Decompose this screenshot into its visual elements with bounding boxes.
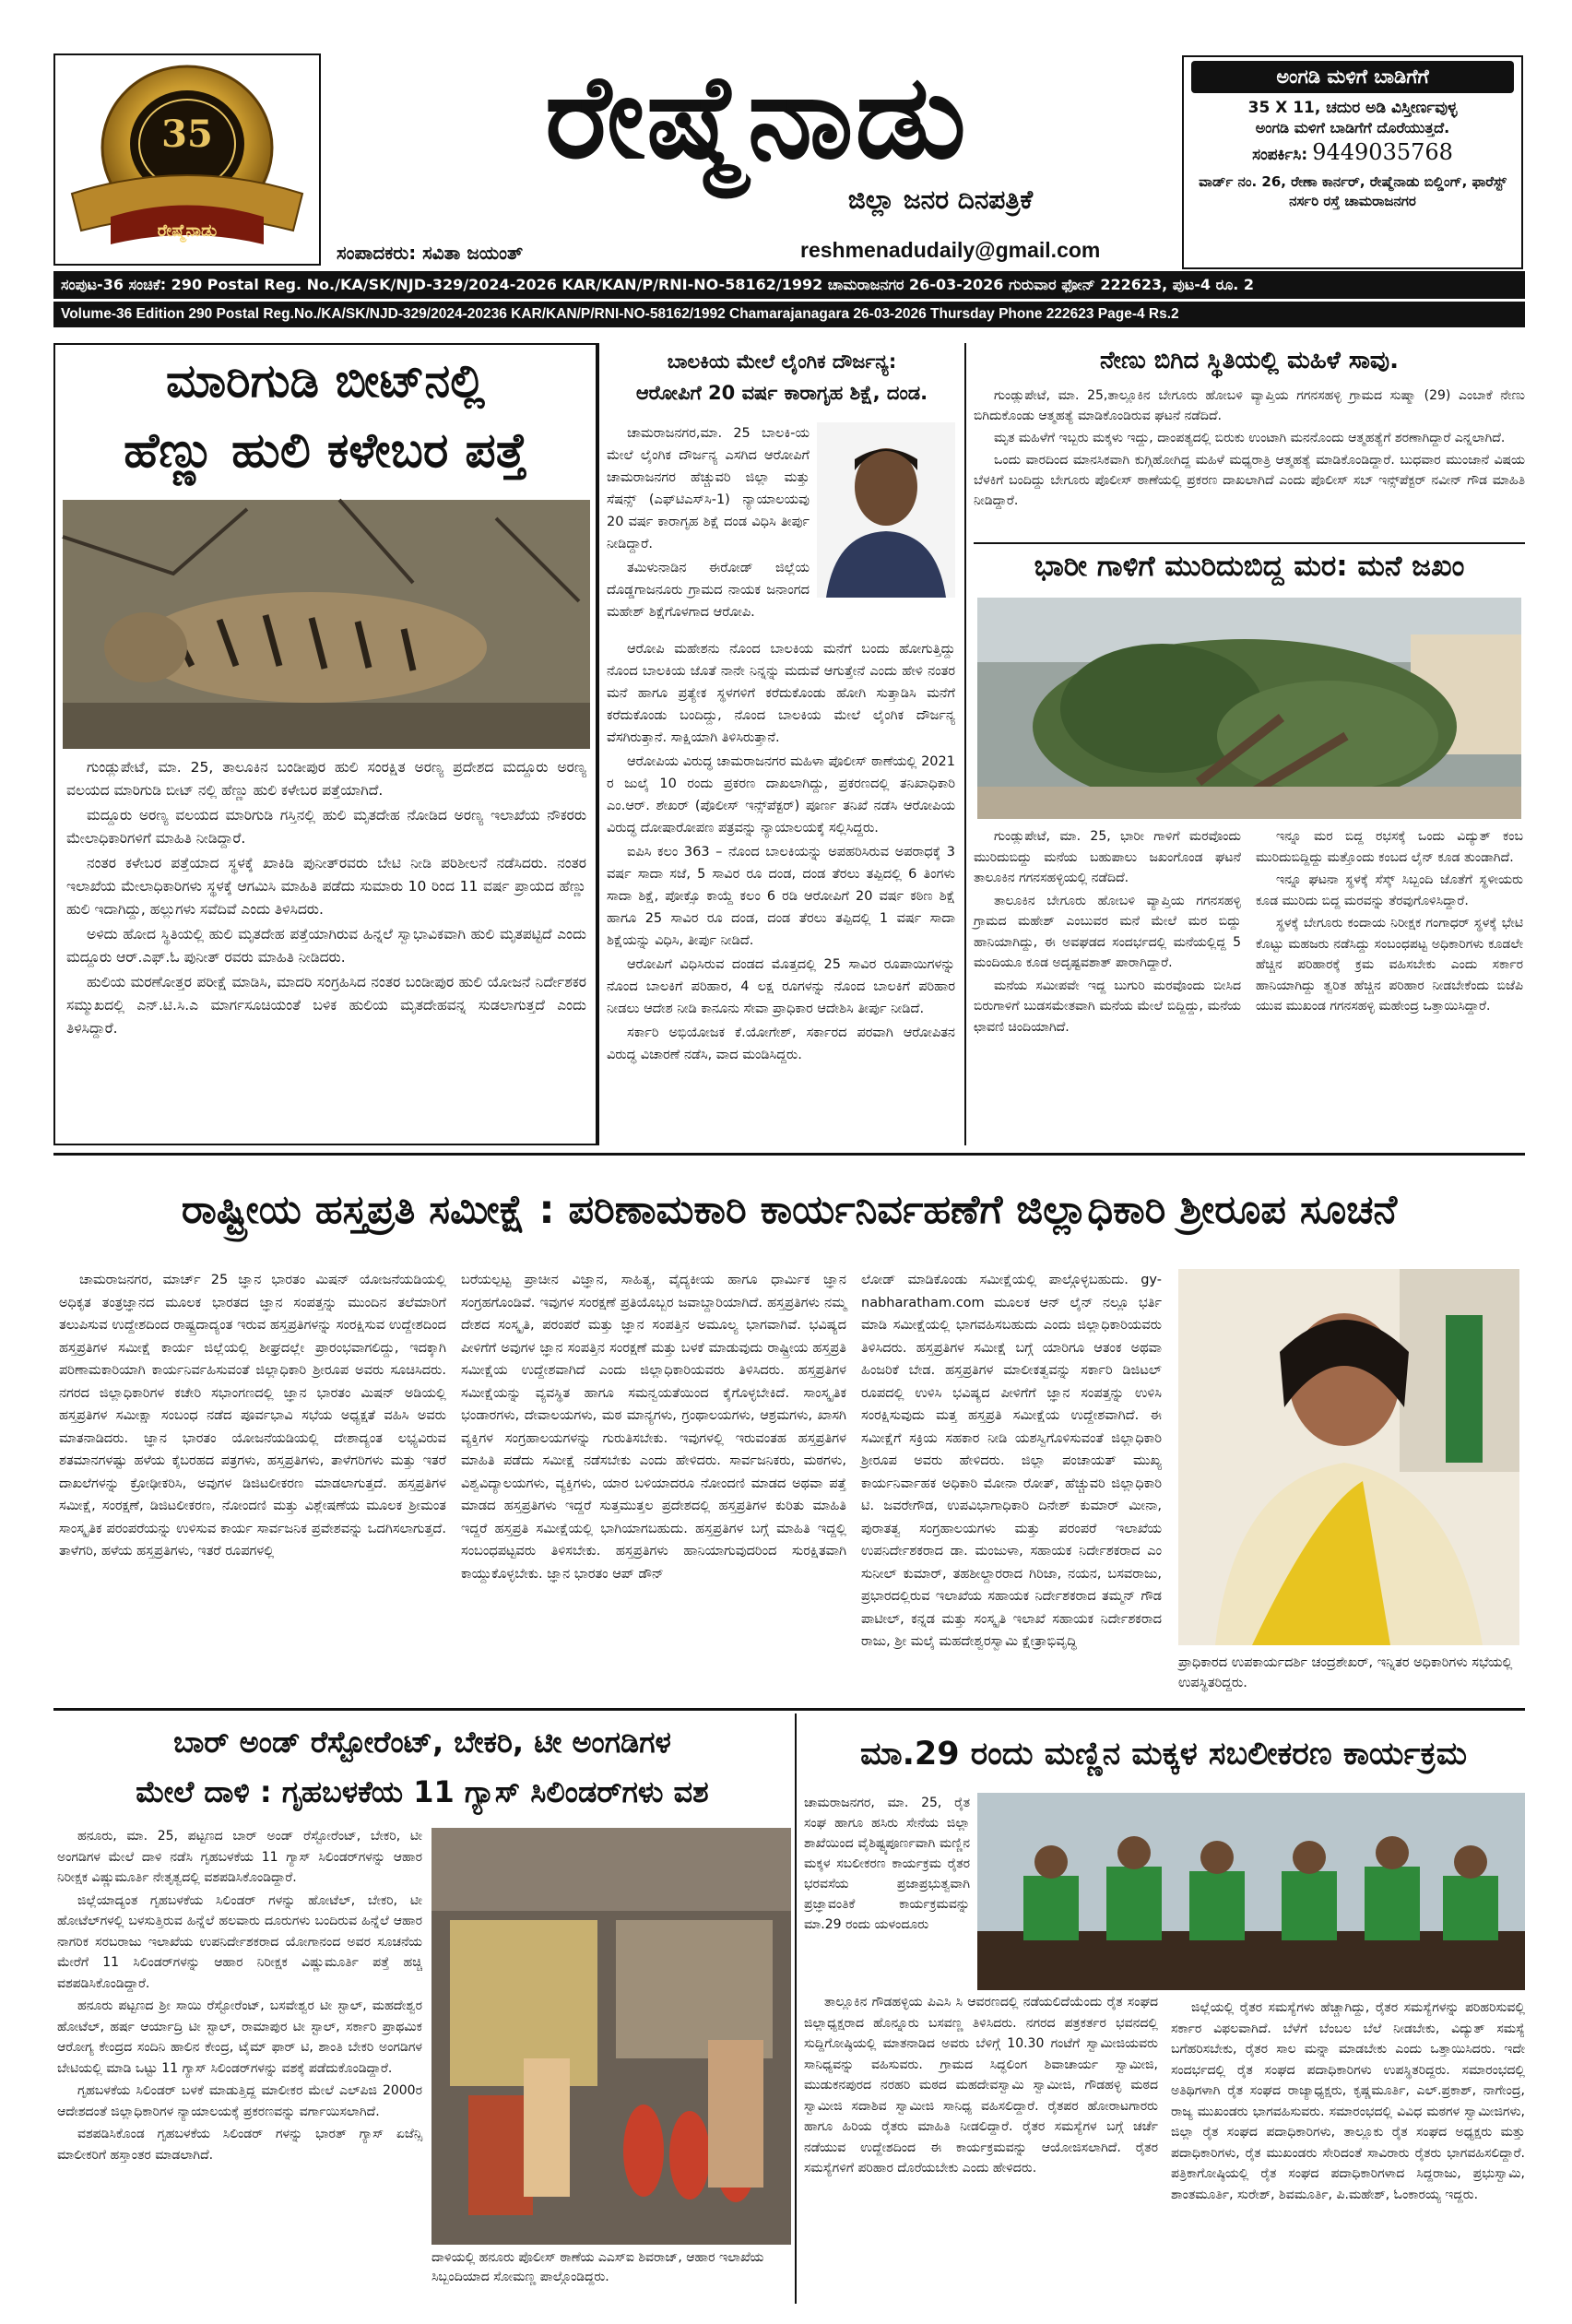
tiger-headline-1: ಮಾರಿಗುಡಿ ಬೀಟ್‌ನಲ್ಲಿ (165, 354, 485, 408)
tiger-para: ಅಳಿದು ಹೋದ ಸ್ಥಿತಿಯಲ್ಲಿ ಹುಲಿ ಮೃತದೇಹ ಪತ್ತೆಯಾಗಿರುವ ಹಿನ್ನಲೆ ಸ್ವಾಭಾವಿಕವಾಗಿ ಹುಲಿ ಮೃತಪಟ್ಟಿದೆ ಎಂದು ಮದ್ದೂರು ಆರ್.ಎಫ್.ಓ ಪುನೀತ್ ರವರು ಮಾಹಿತಿ ನೀಡಿದರು. (66, 926, 586, 966)
district-collector-photo (1178, 1269, 1519, 1645)
assault-para: ಆರೋಪಿಗೆ ವಿಧಿಸಿರುವ ದಂಡದ ಮೊತ್ತದಲ್ಲಿ 25 ಸಾವಿರ ರೂಪಾಯಿಗಳನ್ನು ನೊಂದ ಬಾಲಕಿಗೆ ಪರಿಹಾರ, 4 ಲಕ್ಷ ರೂಗಳನ್ನು ನೊಂದ ಬಾಲಕಿಗೆ ಪರಿಹಾರ ನೀಡಲು ಆದೇಶ ನೀಡಿ ಕಾನೂನು ಸೇವಾ ಪ್ರಾಧಿಕಾರ ಆದೇಶಿಸಿ ತೀರ್ಪು ನೀಡಿದೆ. (607, 957, 955, 1016)
fallen-tree-photo (977, 598, 1521, 819)
tree-story-col1 (974, 826, 1241, 1140)
tiger-para: ಹುಲಿಯ ಮರಣೋತ್ತರ ಪರೀಕ್ಷೆ ಮಾಡಿಸಿ, ಮಾದರಿ ಸಂಗ್ರಹಿಸಿದ ನಂತರ ಬಂಡೀಪುರ ಹುಲಿ ಯೋಜನೆ ನಿರ್ದೇಶಕರ ಸಮ್ಮುಖದಲ್ಲಿ ಎನ್.ಟಿ.ಸಿ.ಎ ಮಾರ್ಗಸೂಚಿಯಂತೆ ಬಳಿಕ ಹುಲಿಯ ಮೃತದೇಹವನ್ನ ಸುಡಲಾಗುತ್ತದೆ ಎಂದು ತಿಳಿಸಿದ್ದಾರೆ. (66, 974, 586, 1037)
assault-headline-1: ಬಾಲಕಿಯ ಮೇಲೆ ಲೈಂಗಿಕ ದೌರ್ಜನ್ಯ: (667, 350, 897, 373)
rental-ad-address: ವಾರ್ಡ್ ನಂ. 26, ರೇಣಾ ಕಾರ್ನರ್, ರೇಷ್ಮೆನಾಡು ಬಿಲ್ಡಿಂಗ್, ಫಾರೆಸ್ಟ್ ನರ್ಸರಿ ರಸ್ತೆ ಚಾಮರಾಜನಗರ (1199, 173, 1507, 209)
horizontal-rule (974, 542, 1525, 544)
emblem-ribbon-text: ರೇಷ್ಮೆನಾಡು (157, 221, 218, 241)
emblem-logo (53, 53, 321, 266)
rental-ad-phone[interactable]: 9449035768 (1312, 139, 1453, 165)
manuscript-para: ಚಾಮರಾಜನಗರ, ಮಾರ್ಚ್ 25 ಜ್ಞಾನ ಭಾರತಂ ಮಿಷನ್ ಯೋಜನೆಯಡಿಯಲ್ಲಿ ಅಧಿಕೃತ ತಂತ್ರಜ್ಞಾನದ ಮೂಲಕ ಭಾರತದ ಜ್ಞಾನ ಸಂಪತ್ತನ್ನು ಮುಂದಿನ ತಲೆಮಾರಿಗೆ ತಲುಪಿಸುವ ಉದ್ದೇಶದಿಂದ ರಾಷ್ಟ್ರದಾದ್ಯಂತ ಇರುವ ಹಸ್ತಪ್ರತಿಗಳನ್ನು ಸಂರಕ್ಷಿಸುವ ಉದ್ದೇಶದಿಂದ ಹಸ್ತಪ್ರತಿಗಳ ಸಮೀಕ್ಷೆ ಕಾರ್ಯ ಜಿಲ್ಲೆಯಲ್ಲಿ ಶೀಘ್ರದಲ್ಲೇ ಪ್ರಾರಂಭವಾಗಲಿದ್ದು, ಇದಕ್ಕಾಗಿ ಪರಿಣಾಮಕಾರಿಯಾಗಿ ಕಾರ್ಯನಿರ್ವಹಿಸುವಂತೆ ಜಿಲ್ಲಾಧಿಕಾರಿ ಶ್ರೀರೂಪ ಅವರು ಸೂಚಿಸಿದರು. ನಗರದ ಜಿಲ್ಲಾಧಿಕಾರಿಗಳ ಕಚೇರಿ ಸಭಾಂಗಣದಲ್ಲಿ ಜ್ಞಾನ ಭಾರತಂ ಮಿಷನ್ ಅಡಿಯಲ್ಲಿ ಹಸ್ತಪ್ರತಿಗಳ ಸಮೀಕ್ಷಾ ಸಂಬಂಧ ನಡೆದ ಪೂರ್ವಭಾವಿ ಸಭೆಯ ಅಧ್ಯಕ್ಷತೆ ವಹಿಸಿ ಅವರು ಮಾತನಾಡಿದರು. ಜ್ಞಾನ ಭಾರತಂ ಯೋಜನೆಯಡಿಯಲ್ಲಿ ದೇಶಾದ್ಯಂತ ಲಭ್ಯವಿರುವ ಶತಮಾನಗಳಷ್ಟು ಹಳೆಯ ಕೈಬರಹದ ಪತ್ರಗಳು, ಹಸ್ತಪ್ರತಿಗಳು, ತಾಳೆಗರಿಗಳು ಮತ್ತು ಇತರೆ ದಾಖಲೆಗಳನ್ನು ಕ್ರೋಢೀಕರಿಸಿ, ಅವುಗಳ ಡಿಜಿಟಲೀಕರಣ ಮಾಡಲಾಗುತ್ತದೆ. ಹಸ್ತಪ್ರತಿಗಳ ಸಮೀಕ್ಷೆ, ಸಂರಕ್ಷಣೆ, ಡಿಜಿಟಲೀಕರಣ, ನೋಂದಣಿ ಮತ್ತು ವಿಶ್ಲೇಷಣೆಯ ಮೂಲಕ ಶ್ರೀಮಂತ ಸಾಂಸ್ಕೃತಿಕ ಪರಂಪರೆಯನ್ನು ಉಳಿಸುವ ಕಾರ್ಯ ಸಾರ್ವಜನಿಕ ಪ್ರವೇಶವನ್ನು ಒದಗಿಸಲಾಗುತ್ತದೆ. ತಾಳೆಗರಿ, ಹಳೆಯ ಹಸ್ತಪ್ರತಿಗಳು, ಇತರೆ ರೂಪಗಳಲ್ಲಿ (59, 1273, 446, 1559)
gas-para: ವಶಪಡಿಸಿಕೊಂಡ ಗೃಹಬಳಕೆಯ ಸಿಲಿಂಡರ್ ಗಳನ್ನು ಭಾರತ್ ಗ್ಯಾಸ್ ಏಜೆನ್ಸಿ ಮಾಲೀಕರಿಗೆ ಹಸ್ತಾಂತರ ಮಾಡಲಾಗಿದೆ. (57, 2127, 422, 2163)
farmers-meeting-photo (977, 1793, 1525, 1990)
soil-para: ತಾಲ್ಲೂಕಿನ ಗೌಡಹಳ್ಳಿಯ ಪಿಎಸಿ ಸಿ ಆವರಣದಲ್ಲಿ ನಡೆಯಲಿದೆಯೆಂದು ರೈತ ಸಂಘದ ಜಿಲ್ಲಾಧ್ಯಕ್ಷರಾದ ಹೊನ್ನೂರು ಬಸವಣ್ಣ ತಿಳಿಸಿದರು. ನಗರದ ಪತ್ರಕರ್ತರ ಭವನದಲ್ಲಿ ಸುದ್ದಿಗೋಷ್ಠಿಯಲ್ಲಿ ಮಾತನಾಡಿದ ಅವರು ಬೆಳಿಗ್ಗೆ 10.30 ಗಂಟೆಗೆ ಸ್ವಾಮೀಜಿಯವರು ಸಾನಿಧ್ಯವನ್ನು ವಹಿಸುವರು. ಗ್ರಾಮದ ಸಿದ್ಧಲಿಂಗ ಶಿವಾಚಾರ್ಯ ಸ್ವಾಮೀಜಿ, ಮುಡುಕನಪುರದ ನರಹರಿ ಮಠದ ಮಹದೇವಸ್ವಾಮಿ ಸ್ವಾಮೀಜಿ, ಗೌಡಹಳ್ಳಿ ಮಠದ ಸ್ವಾಮೀಜಿ ಸದಾಶಿವ ಸ್ವಾಮೀಜಿ ಸಾನಿಧ್ಯ ವಹಿಸಲಿದ್ದಾರೆ. ರೈತಪರ ಹೋರಾಟಗಾರರು ಹಾಗೂ ಹಿರಿಯ ರೈತರು ಮಾಹಿತಿ ನೀಡಲಿದ್ದಾರೆ. ರೈತರ ಸಮಸ್ಯೆಗಳ ಬಗ್ಗೆ ಚರ್ಚೆ ನಡೆಯುವ ಉದ್ದೇಶದಿಂದ ಈ ಕಾರ್ಯಕ್ರಮವನ್ನು ಆಯೋಜಿಸಲಾಗಿದೆ. ರೈತರ ಸಮಸ್ಯೆಗಳಿಗೆ ಪರಿಹಾರ ದೊರೆಯಬೇಕು ಎಂದು ಹೇಳಿದರು. (804, 1995, 1158, 2176)
soil-col1 (804, 1992, 1158, 2306)
dateline-kannada (53, 271, 1525, 299)
tree-para: ಇನ್ನೂ ಮರ ಬಿದ್ದ ರಭಸಕ್ಕೆ ಒಂದು ವಿದ್ಯುತ್ ಕಂಬ ಮುರಿದುಬಿದ್ದಿದ್ದು ಮತ್ತೊಂದು ಕಂಬದ ಲೈನ್ ಕೂಡ ತುಂಡಾಗಿದೆ. (1256, 829, 1523, 865)
tiger-para: ಗುಂಡ್ಲುಪೇಟೆ, ಮಾ. 25, ತಾಲೂಕಿನ ಬಂಡೀಪುರ ಹುಲಿ ಸಂರಕ್ಷಿತ ಅರಣ್ಯ ಪ್ರದೇಶದ ಮದ್ದೂರು ಅರಣ್ಯ ವಲಯದ ಮಾರಿಗುಡಿ ಬೀಟ್ ನಲ್ಲಿ ಹೆಣ್ಣು ಹುಲಿ ಕಳೇಬರ ಪತ್ತೆಯಾಗಿದೆ. (66, 759, 586, 799)
death-para: ಒಂದು ವಾರದಿಂದ ಮಾನಸಿಕವಾಗಿ ಕುಗ್ಗಿಹೋಗಿದ್ದ ಮಹಿಳೆ ಮಧ್ಯರಾತ್ರಿ ಆತ್ಮಹತ್ಯೆ ಮಾಡಿಕೊಂಡಿದ್ದಾರೆ. ಬುಧವಾರ ಮುಂಜಾನೆ ವಿಷಯ ಬೆಳಕಿಗೆ ಬಂದಿದ್ದು ಬೇಗೂರು ಪೊಲೀಸ್ ಠಾಣೆಯಲ್ಲಿ ಪ್ರಕರಣ ದಾಖಲಾಗಿದೆ ಎಂದು ಪೊಲೀಸ್ ಸಬ್ ಇನ್ಸ್‌ಪೆಕ್ಟರ್ ನವೀನ್ ಗೌಡ ಮಾಹಿತಿ ನೀಡಿದ್ದಾರೆ. (974, 453, 1525, 508)
column-divider (597, 343, 599, 1145)
dateline-english (53, 302, 1525, 327)
column-divider (795, 1713, 797, 2304)
assault-story-body (607, 638, 955, 1136)
gas-para: ಜಿಲ್ಲೆಯಾದ್ಯಂತ ಗೃಹಬಳಕೆಯ ಸಿಲಿಂಡರ್ ಗಳನ್ನು ಹೋಟೆಲ್, ಬೇಕರಿ, ಟೀ ಹೋಟೆಲ್‌ಗಳಲ್ಲಿ ಬಳಸುತ್ತಿರುವ ಹಿನ್ನೆಲೆ ಹಲವಾರು ದೂರುಗಳು ಬಂದಿರುವ ಹಿನ್ನೆಲೆ ಆಹಾರ ನಾಗರಿಕ ಸರಬರಾಜು ಇಲಾಖೆಯ ಉಪನಿರ್ದೇಶಕರಾದ ಯೋಗಾನಂದ ಅವರ ಸೂಚನೆಯ ಮೇರೆಗೆ 11 ಸಿಲಿಂಡರ್‌ಗಳನ್ನು ಆಹಾರ ನಿರೀಕ್ಷಕ ವಿಷ್ಣುಮೂರ್ತಿ ಪತ್ತೆ ಹಚ್ಚಿ ವಶಪಡಿಸಿಕೊಂಡಿದ್ದಾರೆ. (57, 1892, 422, 1991)
tiger-para: ನಂತರ ಕಳೇಬರ ಪತ್ತೆಯಾದ ಸ್ಥಳಕ್ಕೆ ಖಾಕಿಡಿ ಪುನೀತ್‌ರವರು ಬೇಟಿ ನೀಡಿ ಪರಿಶೀಲನೆ ನಡೆಸಿದರು. ನಂತರ ಇಲಾಖೆಯ ಮೇಲಾಧಿಕಾರಿಗಳು ಸ್ಥಳಕ್ಕೆ ಆಗಮಿಸಿ ಮಾಹಿತಿ ಪಡೆದು ಸುಮಾರು 10 ರಿಂದ 11 ವರ್ಷ ಪ್ರಾಯದ ಹೆಣ್ಣು ಹುಲಿ ಇದಾಗಿದ್ದು, ಹಲ್ಲುಗಳು ಸವೆದಿವೆ ಎಂದು ತಿಳಿಸಿದರು. (66, 855, 586, 918)
tree-headline: ಭಾರೀ ಗಾಳಿಗೆ ಮುರಿದುಬಿದ್ದ ಮರ: ಮನೆ ಜಖಂ (1034, 550, 1465, 583)
horizontal-rule (53, 1708, 1525, 1711)
tiger-photo-art (63, 500, 590, 749)
assault-para: ಸರ್ಕಾರಿ ಅಭಿಯೋಜಕ ಕೆ.ಯೋಗೇಶ್, ಸರ್ಕಾರದ ಪರವಾಗಿ ಆರೋಪಿತನ ವಿರುದ್ಧ ವಿಚಾರಣೆ ನಡೆಸಿ, ವಾದ ಮಂಡಿಸಿದ್ದರು. (607, 1026, 955, 1062)
tree-para: ಮನೆಯ ಸಮೀಪವೇ ಇದ್ದ ಬುಗುರಿ ಮರವೊಂದು ಬೀಸಿದ ಬಿರುಗಾಳಿಗೆ ಬುಡಸಮೇತವಾಗಿ ಮನೆಯ ಮೇಲೆ ಬಿದ್ದಿದ್ದು, ಮನೆಯ ಛಾವಣಿ ಚಿಂದಿಯಾಗಿದೆ. (974, 978, 1241, 1035)
death-story-body (974, 385, 1525, 539)
death-para: ಗುಂಡ್ಲುಪೇಟೆ, ಮಾ. 25,ತಾಲ್ಲೂಕಿನ ಬೇಗೂರು ಹೋಬಳಿ ವ್ಯಾಪ್ತಿಯ ಗಗನಸಹಳ್ಳಿ ಗ್ರಾಮದ ಸುಷ್ಮಾ (29) ಎಂಬಾಕೆ ನೇಣು ಬಿಗಿದುಕೊಂಡು ಆತ್ಮಹತ್ಯೆ ಮಾಡಿಕೊಂಡಿರುವ ಘಟನೆ ನಡೆದಿದೆ. (974, 388, 1525, 423)
dateline-kannada-text: ಸಂಪುಟ-36 ಸಂಚಿಕೆ: 290 Postal Reg. No./KA/SK/NJD-329/2024-2026 KAR/KAN/P/RNI-NO-58162/1992 ಚಾಮರಾಜನಗರ 26-03-2026 ಗುರುವಾರ ಫೋನ್ 222623, ಪುಟ-4 ರೂ. 2 (61, 276, 1255, 293)
soil-para: ಜಿಲ್ಲೆಯಲ್ಲಿ ರೈತರ ಸಮಸ್ಯೆಗಳು ಹೆಚ್ಚಾಗಿದ್ದು, ರೈತರ ಸಮಸ್ಯೆಗಳನ್ನು ಪರಿಹರಿಸುವಲ್ಲಿ ಸರ್ಕಾರ ವಿಫಲವಾಗಿದೆ. ಬೆಳೆಗೆ ಬೆಂಬಲ ಬೆಲೆ ನೀಡಬೇಕು, ವಿದ್ಯುತ್ ಸಮಸ್ಯೆ ಬಗೆಹರಿಸಬೇಕು, ರೈತರ ಸಾಲ ಮನ್ನಾ ಮಾಡಬೇಕು ಎಂದು ಒತ್ತಾಯಿಸಿದರು. ಇದೇ ಸಂದರ್ಭದಲ್ಲಿ ರೈತ ಸಂಘದ ಪದಾಧಿಕಾರಿಗಳು ಉಪಸ್ಥಿತರಿದ್ದರು. ಸಮಾರಂಭದಲ್ಲಿ ಅತಿಥಿಗಳಾಗಿ ರೈತ ಸಂಘದ ರಾಜ್ಯಾಧ್ಯಕ್ಷರು, ಕೃಷ್ಣಮೂರ್ತಿ, ಎಲ್.ಪ್ರಕಾಶ್, ನಾಗೇಂದ್ರ, ರಾಜ್ಯ ಮುಖಂಡರು ಭಾಗವಹಿಸುವರು. ಸಮಾರಂಭದಲ್ಲಿ ವಿವಿಧ ಮಠಗಳ ಸ್ವಾಮೀಜಿಗಳು, ಜಿಲ್ಲಾ ರೈತ ಸಂಘದ ಪದಾಧಿಕಾರಿಗಳು, ತಾಲ್ಲೂಕು ರೈತ ಸಂಘದ ಅಧ್ಯಕ್ಷರು ಮತ್ತು ಪದಾಧಿಕಾರಿಗಳು, ರೈತ ಮುಖಂಡರು ಸೇರಿದಂತೆ ಸಾವಿರಾರು ರೈತರು ಭಾಗವಹಿಸಲಿದ್ದಾರೆ. ಪತ್ರಿಕಾಗೋಷ್ಠಿಯಲ್ಲಿ ರೈತ ಸಂಘದ ಪದಾಧಿಕಾರಿಗಳಾದ ಸಿದ್ದರಾಜು, ಪ್ರಭುಸ್ವಾಮಿ, ಶಾಂತಮೂರ್ತಿ, ಸುರೇಶ್, ಶಿವಮೂರ್ತಿ, ಪಿ.ಮಹೇಶ್, ಓಂಕಾರಯ್ಯ ಇದ್ದರು. (1171, 2000, 1525, 2202)
death-story (974, 343, 1525, 541)
farmers-photo-art (977, 1793, 1525, 1990)
death-headline: ನೇಣು ಬಿಗಿದ ಸ್ಥಿತಿಯಲ್ಲಿ ಮಹಿಳೆ ಸಾವು. (1100, 347, 1399, 374)
horizontal-rule (53, 1153, 1525, 1156)
masthead-email[interactable]: reshmenadudaily@gmail.com (800, 238, 1101, 262)
assault-para: ಆರೋಪಿ ಮಹೇಶನು ನೊಂದ ಬಾಲಕಿಯ ಮನೆಗೆ ಬಂದು ಹೋಗುತ್ತಿದ್ದು ನೊಂದ ಬಾಲಕಿಯ ಜೊತೆ ನಾನೇ ನಿನ್ನನ್ನು ಮದುವೆ ಆಗುತ್ತೇನೆ ಎಂದು ಹೇಳಿ ನಂತರ ಮನೆ ಹಾಗೂ ಪ್ರತ್ಯೇಕ ಸ್ಥಳಗಳಿಗೆ ಕರೆದುಕೊಂಡು ಹೋಗಿ ಸುತ್ತಾಡಿಸಿ ಮನೆಗೆ ಕರೆದುಕೊಂಡು ಬಂದಿದ್ದು, ನೊಂದ ಬಾಲಕಿಯ ಮೇಲೆ ಲೈಂಗಿಕ ದೌರ್ಜನ್ಯ ವೆಸಗಿರುತ್ತಾನೆ. ಸಾಕ್ಷಿಯಾಗಿ ತಿಳಿಸಿರುತ್ತಾನೆ. (607, 642, 955, 745)
rental-ad-line1: 35 X 11, ಚದುರ ಅಡಿ ವಿಸ್ತೀರ್ಣವುಳ್ಳ (1247, 99, 1458, 117)
manuscript-para: ಬರೆಯಲ್ಪಟ್ಟ ಪ್ರಾಚೀನ ವಿಜ್ಞಾನ, ಸಾಹಿತ್ಯ, ವೈದ್ಯಕೀಯ ಹಾಗೂ ಧಾರ್ಮಿಕ ಜ್ಞಾನ ಸಂಗ್ರಹಗೊಂಡಿವೆ. ಇವುಗಳ ಸಂರಕ್ಷಣೆ ಪ್ರತಿಯೊಬ್ಬರ ಜವಾಬ್ದಾರಿಯಾಗಿದೆ. ಹಸ್ತಪ್ರತಿಗಳು ನಮ್ಮ ದೇಶದ ಸಂಸ್ಕೃತಿ, ಪರಂಪರೆ ಮತ್ತು ಜ್ಞಾನ ಸಂಪತ್ತಿನ ಅಮೂಲ್ಯ ಭಾಗವಾಗಿವೆ. ಭವಿಷ್ಯದ ಪೀಳಿಗೆಗೆ ಅವುಗಳ ಜ್ಞಾನ ಸಂಪತ್ತಿನ ಸಂರಕ್ಷಣೆ ಮತ್ತು ಬಳಕೆ ಮಾಡುವುದು ರಾಷ್ಟ್ರೀಯ ಹಸ್ತಪ್ರತಿ ಸಮೀಕ್ಷೆಯ ಉದ್ದೇಶವಾಗಿದೆ ಎಂದು ಜಿಲ್ಲಾಧಿಕಾರಿಯವರು ತಿಳಿಸಿದರು. ಹಸ್ತಪ್ರತಿಗಳ ಸಮೀಕ್ಷೆಯನ್ನು ವ್ಯವಸ್ಥಿತ ಹಾಗೂ ಸಮನ್ವಯತೆಯಿಂದ ಕೈಗೊಳ್ಳಬೇಕಿದೆ. ಸಾಂಸ್ಕೃತಿಕ ಭಂಡಾರಗಳು, ದೇವಾಲಯಗಳು, ಮಠ ಮಾನ್ಯಗಳು, ಗ್ರಂಥಾಲಯಗಳು, ಆಶ್ರಮಗಳು, ಖಾಸಗಿ ವ್ಯಕ್ತಿಗಳ ಸಂಗ್ರಹಾಲಯಗಳನ್ನು ಗುರುತಿಸಬೇಕು. ಇವುಗಳಲ್ಲಿ ಇರುವಂತಹ ಹಸ್ತಪ್ರತಿಗಳ ಮಾಹಿತಿ ಪಡೆದು ಸಮೀಕ್ಷೆ ನಡೆಸಬೇಕು ಎಂದು ಹೇಳಿದರು. ಸಾರ್ವಜನಿಕರು, ಮಠಗಳು, ವಿಶ್ವವಿದ್ಯಾಲಯಗಳು, ವ್ಯಕ್ತಿಗಳು, ಯಾರ ಬಳಿಯಾದರೂ ನೋಂದಣಿ ಮಾಡದ ಅಥವಾ ಪತ್ತೆ ಮಾಡದ ಹಸ್ತಪ್ರತಿಗಳು ಇದ್ದರೆ ಸುತ್ತಮುತ್ತಲ ಪ್ರದೇಶದಲ್ಲಿ ಹಸ್ತಪ್ರತಿಗಳ ಕುರಿತು ಮಾಹಿತಿ ಇದ್ದರೆ ಹಸ್ತಪ್ರತಿ ಸಮೀಕ್ಷೆಯಲ್ಲಿ ಭಾಗಿಯಾಗಬಹುದು. ಹಸ್ತಪ್ರತಿಗಳ ಬಗ್ಗೆ ಮಾಹಿತಿ ಇದ್ದಲ್ಲಿ ಸಂಬಂಧಪಟ್ಟವರು ತಿಳಿಸಬೇಕು. ಹಸ್ತಪ್ರತಿಗಳು ಹಾನಿಯಾಗುವುದರಿಂದ ಸುರಕ್ಷಿತವಾಗಿ ಕಾಯ್ದುಕೊಳ್ಳಬೇಕು. ಜ್ಞಾನ ಭಾರತಂ ಆಪ್ ಡೌನ್ (461, 1273, 846, 1582)
assault-para: ಚಾಮರಾಜನಗರ,ಮಾ. 25 ಬಾಲಕಿ-ಯ ಮೇಲೆ ಲೈಂಗಿಕ ದೌರ್ಜನ್ಯ ಎಸಗಿದ ಆರೋಪಿಗೆ ಚಾಮರಾಜನಗರ ಹೆಚ್ಚುವರಿ ಜಿಲ್ಲಾ ಮತ್ತು ಸೆಷನ್ಸ್ (ಎಫ್‌ಟಿಎಸ್‌ಸಿ-1) ನ್ಯಾಯಾಲಯವು 20 ವರ್ಷ ಕಾರಾಗೃಹ ಶಿಕ್ಷೆ ದಂಡ ವಿಧಿಸಿ ತೀರ್ಪು ನೀಡಿದ್ದಾರೆ. (607, 426, 810, 551)
manuscript-para: ಲೋಡ್ ಮಾಡಿಕೊಂಡು ಸಮೀಕ್ಷೆಯಲ್ಲಿ ಪಾಲ್ಗೊಳ್ಳಬಹುದು. gy-nabharatham.com ಮೂಲಕ ಆನ್ ಲೈನ್ ನಲ್ಲೂ ಭರ್ತಿ ಮಾಡಿ ಸಮೀಕ್ಷೆಯಲ್ಲಿ ಭಾಗವಹಿಸಬಹುದು ಎಂದು ಜಿಲ್ಲಾಧಿಕಾರಿಯವರು ತಿಳಿಸಿದರು. ಹಸ್ತಪ್ರತಿಗಳ ಸಮೀಕ್ಷೆ ಬಗ್ಗೆ ಯಾರಿಗೂ ಆತಂಕ ಅಥವಾ ಹಿಂಜರಿಕೆ ಬೇಡ. ಹಸ್ತಪ್ರತಿಗಳ ಮಾಲೀಕತ್ವವನ್ನು ಸರ್ಕಾರಿ ಡಿಜಿಟಲ್ ರೂಪದಲ್ಲಿ ಉಳಿಸಿ ಭವಿಷ್ಯದ ಪೀಳಿಗೆಗೆ ಜ್ಞಾನ ಸಂಪತ್ತನ್ನು ಉಳಿಸಿ ಸಂರಕ್ಷಿಸುವುದು ಮತ್ತ ಹಸ್ತಪ್ರತಿ ಸಮೀಕ್ಷೆಯ ಉದ್ದೇಶವಾಗಿದೆ. ಈ ಸಮೀಕ್ಷೆಗೆ ಸಕ್ರಿಯ ಸಹಕಾರ ನೀಡಿ ಯಶಸ್ವಿಗೊಳಿಸುವಂತೆ ಜಿಲ್ಲಾಧಿಕಾರಿ ಶ್ರೀರೂಪ ಅವರು ಹೇಳಿದರು. ಜಿಲ್ಲಾ ಪಂಚಾಯತ್ ಮುಖ್ಯ ಕಾರ್ಯನಿರ್ವಾಹಕ ಅಧಿಕಾರಿ ಮೋನಾ ರೋತ್, ಹೆಚ್ಚುವರಿ ಜಿಲ್ಲಾಧಿಕಾರಿ ಟಿ. ಜವರೇಗೌಡ, ಉಪವಿಭಾಗಾಧಿಕಾರಿ ದಿನೇಶ್ ಕುಮಾರ್ ಮೀನಾ, ಪುರಾತತ್ವ ಸಂಗ್ರಹಾಲಯಗಳು ಮತ್ತು ಪರಂಪರೆ ಇಲಾಖೆಯ ಉಪನಿರ್ದೇಶಕರಾದ ಡಾ. ಮಂಜುಳಾ, ಸಹಾಯಕ ನಿರ್ದೇಶಕರಾದ ಎಂ ಸುನೀಲ್ ಕುಮಾರ್, ತಹಶೀಲ್ದಾರರಾದ ಗಿರಿಜಾ, ನಯನ, ಬಸವರಾಜು, ಪ್ರಭಾರದಲ್ಲಿರುವ ಇಲಾಖೆಯ ಸಹಾಯಕ ನಿರ್ದೇಶಕರಾದ ತಮ್ಮನ್ ಗೌಡ ಪಾಟೀಲ್, ಕನ್ನಡ ಮತ್ತು ಸಂಸ್ಕೃತಿ ಇಲಾಖೆ ಸಹಾಯಕ ನಿರ್ದೇಶಕರಾದ ರಾಜು, ಶ್ರೀ ಮಲೈ ಮಹದೇಶ್ವರಸ್ವಾಮಿ ಕ್ಷೇತ್ರಾಭಿವೃದ್ಧಿ (861, 1273, 1162, 1649)
tree-para: ಇನ್ನೂ ಘಟನಾ ಸ್ಥಳಕ್ಕೆ ಸೆಸ್ಕ್ ಸಿಬ್ಬಂದಿ ಜೊತೆಗೆ ಸ್ಥಳೀಯರು ಕೂಡ ಮುರಿದು ಬಿದ್ದ ಮರವನ್ನು ತೆರವುಗೊಳಿಸಿದ್ದಾರೆ. (1256, 872, 1523, 908)
tree-para: ಗುಂಡ್ಲುಪೇಟೆ, ಮಾ. 25, ಭಾರೀ ಗಾಳಿಗೆ ಮರವೊಂದು ಮುರಿದುಬಿದ್ದು ಮನೆಯ ಬಹುಪಾಲು ಜಖಂಗೊಂಡ ಘಟನೆ ತಾಲೂಕಿನ ಗಗನಸಹಳ್ಳಿಯಲ್ಲಿ ನಡೆದಿದೆ. (974, 829, 1241, 885)
tree-para: ತಾಲೂಕಿನ ಬೇಗೂರು ಹೋಬಳಿ ವ್ಯಾಪ್ತಿಯ ಗಗನಸಹಳ್ಳಿ ಗ್ರಾಮದ ಮಹೇಶ್ ಎಂಬುವರ ಮನೆ ಮೇಲೆ ಮರ ಬಿದ್ದು ಹಾನಿಯಾಗಿದ್ದು, ಈ ಅವಘಡದ ಸಂದರ್ಭದಲ್ಲಿ ಮನೆಯಲ್ಲಿದ್ದ 5 ಮಂದಿಯೂ ಕೂಡ ಅದೃಷ್ಟವಶಾತ್ ಪಾರಾಗಿದ್ದಾರೆ. (974, 893, 1241, 970)
tiger-para: ಮದ್ದೂರು ಅರಣ್ಯ ವಲಯದ ಮಾರಿಗುಡಿ ಗಸ್ತಿನಲ್ಲಿ ಹುಲಿ ಮೃತದೇಹ ನೋಡಿದ ಅರಣ್ಯ ಇಲಾಖೆಯ ನೌಕರರು ಮೇಲಾಧಿಕಾರಿಗಳಿಗೆ ಮಾಹಿತಿ ನೀಡಿದ್ದಾರೆ. (66, 807, 586, 847)
assault-para: ಆರೋಪಿಯ ವಿರುದ್ಧ ಚಾಮರಾಜನಗರ ಮಹಿಳಾ ಪೊಲೀಸ್ ಠಾಣೆಯಲ್ಲಿ 2021 ರ ಜುಲೈ 10 ರಂದು ಪ್ರಕರಣ ದಾಖಲಾಗಿದ್ದು, ಪ್ರಕರಣದಲ್ಲಿ ತನಿಖಾಧಿಕಾರಿ ಎಂ.ಆರ್. ಶೇಖರ್ (ಪೊಲೀಸ್ ಇನ್ಸ್‌ಪೆಕ್ಟರ್) ಪೂರ್ಣ ತನಿಖೆ ನಡೆಸಿ ಆರೋಪಿಯ ವಿರುದ್ಧ ದೋಷಾರೋಪಣ ಪತ್ರವನ್ನು ನ್ಯಾಯಾಲಯಕ್ಕೆ ಸಲ್ಲಿಸಿದ್ದರು. (607, 754, 955, 836)
gas-para: ಗೃಹಬಳಕೆಯ ಸಿಲಿಂಡರ್ ಬಳಕೆ ಮಾಡುತ್ತಿದ್ದ ಮಾಲೀಕರ ಮೇಲೆ ಎಲ್‌ಪಿಜಿ 2000ರ ಆದೇಶದಂತೆ ಜಿಲ್ಲಾಧಿಕಾರಿಗಳ ನ್ಯಾಯಾಲಯಕ್ಕೆ ಪ್ರಕರಣವನ್ನು ವರ್ಗಾಯಿಸಲಾಗಿದೆ. (57, 2083, 422, 2119)
collector-photo-art (1178, 1269, 1519, 1645)
gas-photo-art (431, 1828, 791, 2245)
dateline-english-text: Volume-36 Edition 290 Postal Reg.No./KA/SK/NJD-329/2024-20236 KAR/KAN/P/RNI-NO-58162/1992 Chamarajanagara 26-03-2026 Thursday Phone 222623 Page-4 Rs.2 (61, 306, 1179, 322)
tree-photo-art (977, 598, 1521, 819)
gas-para: ಹನೂರು, ಮಾ. 25, ಪಟ್ಟಣದ ಬಾರ್ ಅಂಡ್ ರೆಸ್ಟೋರೆಂಟ್, ಬೇಕರಿ, ಟೀ ಅಂಗಡಿಗಳ ಮೇಲೆ ದಾಳಿ ನಡೆಸಿ ಗೃಹಬಳಕೆಯ 11 ಗ್ಯಾಸ್ ಸಿಲಿಂಡರ್‌ಗಳನ್ನು ಆಹಾರ ನಿರೀಕ್ಷಕ ವಿಷ್ಣುಮೂರ್ತಿ ನೇತೃತ್ವದಲ್ಲಿ ವಶಪಡಿಸಿಕೊಂಡಿದ್ದಾರೆ. (57, 1829, 422, 1885)
rental-ad-box (1182, 55, 1523, 269)
tiger-story (53, 343, 597, 1145)
manuscript-col2 (461, 1269, 846, 1702)
assault-story (607, 343, 957, 1145)
editor-name: ಸಂಪಾದಕರು: ಸವಿತಾ ಜಯಂತ್ (337, 242, 524, 264)
accused-photo (817, 422, 955, 598)
soil-intro-para: ಚಾಮರಾಜನಗರ, ಮಾ. 25, ರೈತ ಸಂಘ ಹಾಗೂ ಹಸಿರು ಸೇನೆಯ ಜಿಲ್ಲಾ ಶಾಖೆಯಿಂದ ವೈಶಿಷ್ಟ್ಯಪೂರ್ಣವಾಗಿ ಮಣ್ಣಿನ ಮಕ್ಕಳ ಸಬಲೀಕರಣ ಕಾರ್ಯಕ್ರಮ ರೈತರ ಭರವಸೆಯ ಪ್ರಜಾಪ್ರಭುತ್ವವಾಗಿ ಪ್ರಜ್ಞಾವಂತಿಕೆ ಕಾರ್ಯಕ್ರಮವನ್ನು ಮಾ.29 ರಂದು ಯಳಂದೂರು (804, 1796, 970, 1932)
manuscript-headline: ರಾಷ್ಟ್ರೀಯ ಹಸ್ತಪ್ರತಿ ಸಮೀಕ್ಷೆ : ಪರಿಣಾಮಕಾರಿ ಕಾರ್ಯನಿರ್ವಹಣೆಗೆ ಜಿಲ್ಲಾಧಿಕಾರಿ ಶ್ರೀರೂಪ ಸೂಚನೆ (181, 1187, 1398, 1233)
tiger-carcass-photo (63, 500, 590, 749)
rental-ad-contact-label: ಸಂಪರ್ಕಿಸಿ: (1252, 146, 1308, 164)
tree-story-col2 (1256, 826, 1523, 1140)
collector-photo-caption: ಪ್ರಾಧಿಕಾರದ ಉಪಕಾರ್ಯದರ್ಶಿ ಚಂದ್ರಶೇಖರ್, ಇನ್ನಿತರ ಅಧಿಕಾರಿಗಳು ಸಭೆಯಲ್ಲಿ ಉಪಸ್ಥಿತರಿದ್ದರು. (1178, 1655, 1513, 1690)
gas-para: ಹನೂರು ಪಟ್ಟಣದ ಶ್ರೀ ಸಾಯಿ ರೆಸ್ಟೋರೆಂಟ್, ಬಸವೇಶ್ವರ ಟೀ ಸ್ಟಾಲ್, ಮಹದೇಶ್ವರ ಹೋಟೆಲ್, ಹರ್ಷ ಆರ್ಯಾದ್ರಿ ಟೀ ಸ್ಟಾಲ್, ರಾಮಾಪುರ ಟೀ ಸ್ಟಾಲ್, ಸರ್ಕಾರಿ ಪ್ರಾಥಮಿಕ ಆರೋಗ್ಯ ಕೇಂದ್ರದ ಸಂದಿನಿ ಹಾಲಿನ ಕೇಂದ್ರ, ಟೈಮ್ ಫಾರ್ ಟಿ, ಶಾಂತಿ ಬೇಕರಿ ಅಂಗಡಿಗಳ ಬೇಟಿಯಲ್ಲಿ ಮಾಡಿ ಒಟ್ಟು 11 ಗ್ಯಾಸ್ ಸಿಲಿಂಡರ್‌ಗಳನ್ನು ವಶಕ್ಕೆ ಪಡೆದುಕೊಂಡಿದ್ದಾರೆ. (57, 1998, 422, 2076)
gas-story-body (57, 1826, 422, 2306)
tiger-story-body (66, 756, 586, 1134)
masthead-tagline: ಜಿಲ್ಲಾ ಜನರ ದಿನಪತ್ರಿಕೆ (847, 184, 1034, 215)
gas-photo-caption: ದಾಳಿಯಲ್ಲಿ ಹನೂರು ಪೊಲೀಸ್ ಠಾಣೆಯ ಎಎಸ್ಐ ಶಿವರಾಜ್, ಆಹಾರ ಇಲಾಖೆಯ ಸಿಬ್ಬಂದಿಯಾದ ಸೋಮಣ್ಣ ಪಾಲ್ಗೊಂಡಿದ್ದರು. (431, 2250, 764, 2284)
assault-headline-2: ಆರೋಪಿಗೆ 20 ವರ್ಷ ಕಾರಾಗೃಹ ಶಿಕ್ಷೆ, ದಂಡ. (635, 382, 928, 404)
assault-story-body-top (607, 422, 810, 620)
gas-headline-2: ಮೇಲೆ ದಾಳಿ : ಗೃಹಬಳಕೆಯ 11 ಗ್ಯಾಸ್ ಸಿಲಿಂಡರ್‌ಗಳು ವಶ (136, 1774, 709, 1809)
manuscript-col3 (861, 1269, 1162, 1702)
emblem-number: 35 (161, 113, 213, 156)
column-divider (964, 343, 966, 1145)
tree-para: ಸ್ಥಳಕ್ಕೆ ಬೇಗೂರು ಕಂದಾಯ ನಿರೀಕ್ಷಕ ಗಂಗಾಧರ್ ಸ್ಥಳಕ್ಕೆ ಭೇಟಿ ಕೊಟ್ಟು ಮಹಜರು ನಡೆಸಿದ್ದು ಸಂಬಂಧಪಟ್ಟ ಅಧಿಕಾರಿಗಳು ಕೂಡಲೇ ಹೆಚ್ಚಿನ ಪರಿಹಾರಕ್ಕೆ ಕ್ರಮ ವಹಿಸಬೇಕು ಎಂದು ಸರ್ಕಾರ ಹಾನಿಯಾಗಿದ್ದು ತ್ವರಿತ ಹೆಚ್ಚಿನ ಪರಿಹಾರ ನೀಡಬೇಕೆಂದು ಬಿಜೆಪಿ ಯುವ ಮುಖಂಡ ಗಗನಸಹಳ್ಳಿ ಮಹೇಂದ್ರ ಒತ್ತಾಯಿಸಿದ್ದಾರೆ. (1256, 916, 1523, 1014)
death-para: ಮೃತ ಮಹಿಳೆಗೆ ಇಬ್ಬರು ಮಕ್ಕಳು ಇದ್ದು, ದಾಂಪತ್ಯದಲ್ಲಿ ಬಿರುಕು ಉಂಟಾಗಿ ಮನನೊಂದು ಆತ್ಮಹತ್ಯೆಗೆ ಶರಣಾಗಿದ್ದಾರೆ ಎನ್ನಲಾಗಿದೆ. (994, 431, 1506, 445)
gas-headline-1: ಬಾರ್ ಅಂಡ್ ರೆಸ್ಟೋರೆಂಟ್, ಬೇಕರಿ, ಟೀ ಅಂಗಡಿಗಳ (173, 1725, 671, 1760)
assault-para: ತಮಿಳುನಾಡಿನ ಈರೋಡ್ ಜಿಲ್ಲೆಯ ದೊಡ್ಡಗಾಜನೂರು ಗ್ರಾಮದ ನಾಯಕ ಜನಾಂಗದ ಮಹೇಶ್ ಶಿಕ್ಷೆಗೊಳಗಾದ ಆರೋಪಿ. (607, 561, 810, 620)
tree-story (974, 546, 1525, 1145)
soil-col2 (1171, 1998, 1525, 2306)
masthead-title: ರೇಷ್ಮೆನಾಡು (545, 49, 968, 184)
accused-photo-art (817, 422, 955, 598)
rental-ad-contact (1191, 139, 1514, 165)
soil-intro (804, 1793, 970, 1986)
rental-ad-line2: ಅಂಗಡಿ ಮಳಿಗೆ ಬಾಡಿಗೆಗೆ ದೊರೆಯುತ್ತದೆ. (1255, 119, 1450, 136)
gas-raid-photo (431, 1828, 791, 2245)
soil-headline: ಮಾ.29 ರಂದು ಮಣ್ಣಿನ ಮಕ್ಕಳ ಸಬಲೀಕರಣ ಕಾರ್ಯಕ್ರಮ (859, 1736, 1468, 1773)
assault-para: ಐಪಿಸಿ ಕಲಂ 363 – ನೊಂದ ಬಾಲಕಿಯನ್ನು ಅಪಹರಿಸಿರುವ ಅಪರಾಧಕ್ಕೆ 3 ವರ್ಷ ಸಾದಾ ಸಜೆ, 5 ಸಾವಿರ ರೂ ದಂಡ, ದಂಡ ತೆರಲು ತಪ್ಪಿದಲ್ಲಿ 6 ತಿಂಗಳು ಸಾದಾ ಶಿಕ್ಷೆ, ಪೋಕ್ಸೊ ಕಾಯ್ದೆ ಕಲಂ 6 ರಡಿ ಆರೋಪಿಗೆ 20 ವರ್ಷ ಕಠಿಣ ಶಿಕ್ಷೆ ಹಾಗೂ 25 ಸಾವಿರ ರೂ ದಂಡ, ದಂಡ ತೆರಲು ತಪ್ಪಿದಲ್ಲಿ 1 ವರ್ಷ ಸಾದಾ ಶಿಕ್ಷೆಯನ್ನು ವಿಧಿಸಿ, ತೀರ್ಪು ನೀಡಿದೆ. (607, 845, 955, 948)
tiger-headline-2: ಹೆಣ್ಣು ಹುಲಿ ಕಳೇಬರ ಪತ್ತೆ (124, 423, 527, 479)
rental-ad-title: ಅಂಗಡಿ ಮಳಿಗೆ ಬಾಡಿಗೆಗೆ (1191, 61, 1514, 93)
manuscript-col1 (59, 1269, 446, 1702)
